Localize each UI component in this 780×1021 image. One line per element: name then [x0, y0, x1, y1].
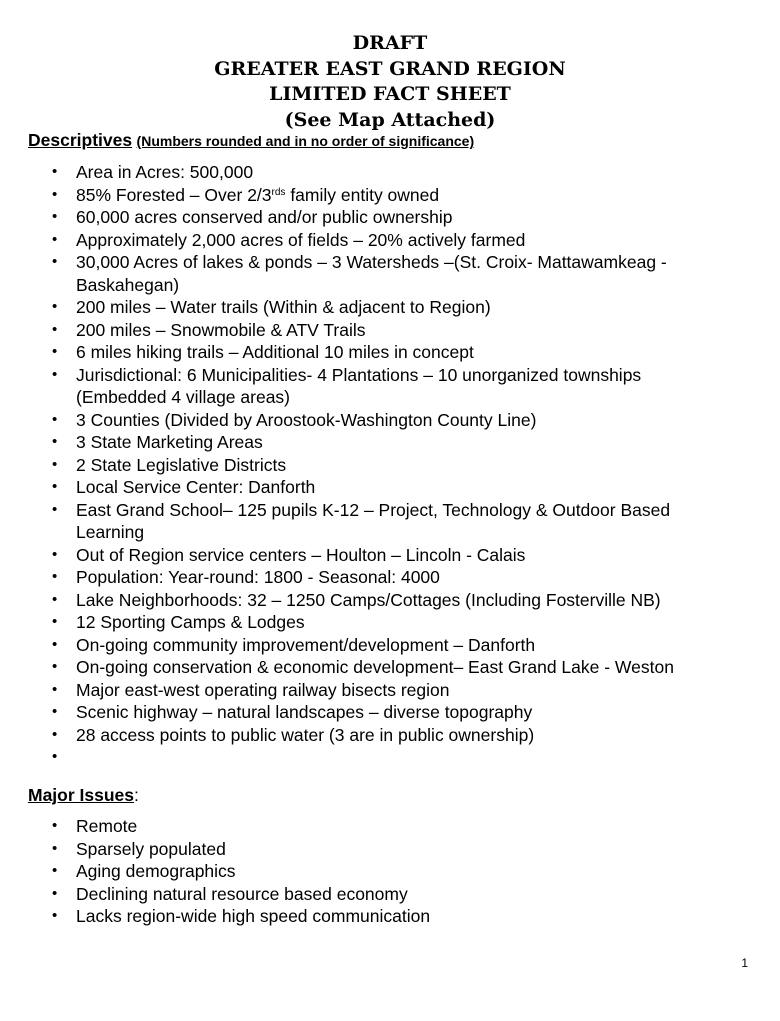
descriptives-subheading: (Numbers rounded and in no order of significance) — [136, 133, 475, 149]
bullet-icon: • — [52, 298, 58, 315]
bullet-icon: • — [52, 545, 58, 563]
bullet-icon: • — [52, 230, 58, 248]
bullet-icon: • — [52, 590, 58, 608]
superscript-rds: rds — [271, 186, 286, 198]
list-item — [0, 161, 716, 184]
list-item-text: Approximately 2,000 acres of fields – 20% actively farmed — [76, 229, 526, 250]
list-item-text: Declining natural resource based economy — [76, 883, 408, 904]
bullet-icon: • — [52, 613, 58, 630]
bullet-icon: • — [52, 500, 58, 518]
bullet-icon: • — [52, 817, 58, 834]
list-item — [0, 724, 716, 747]
bullet-icon: • — [52, 907, 58, 924]
bullet-icon: • — [52, 410, 58, 428]
list-item-text: 28 access points to public water (3 are in public ownership) — [76, 724, 535, 745]
document-title — [0, 31, 780, 133]
bullet-icon: • — [52, 343, 58, 360]
list-item-text: 85% Forested – Over 2/3 — [76, 184, 272, 205]
list-item-text: Area in Acres: 500,000 — [76, 162, 254, 182]
descriptives-heading-label: Descriptives — [28, 130, 133, 150]
list-item-text: Out of Region service centers – Houlton – Lincoln - Calais — [76, 544, 526, 565]
list-item — [0, 634, 716, 657]
list-item-text: Aging demographics — [76, 861, 236, 881]
bullet-icon: • — [52, 725, 58, 743]
bullet-icon: • — [52, 478, 58, 495]
list-item — [0, 611, 716, 634]
bullet-icon: • — [52, 365, 58, 383]
list-item — [0, 206, 716, 229]
bullet-icon: • — [52, 320, 58, 338]
list-item — [0, 838, 716, 861]
bullet-icon: • — [52, 635, 58, 653]
list-item-text: 6 miles hiking trails – Additional 10 miles in concept — [76, 342, 474, 362]
list-item-text: 30,000 Acres of lakes & ponds – 3 Watersheds –(St. Croix- Mattawamkeag - Baskahegan) — [76, 252, 667, 295]
list-item — [0, 860, 716, 883]
list-item-text: 200 miles – Snowmobile & ATV Trails — [76, 319, 366, 340]
list-item — [0, 815, 716, 838]
major-issues-list — [0, 815, 716, 928]
list-item-text: Jurisdictional: 6 Municipalities- 4 Plantations – 10 unorganized townships (Embedded 4 village areas) — [76, 364, 642, 407]
major-issues-heading — [28, 785, 139, 806]
bullet-icon: • — [52, 884, 58, 902]
descriptives-list — [0, 161, 716, 765]
bullet-icon: • — [52, 658, 58, 675]
list-item — [0, 656, 716, 679]
list-item-text: Major east-west operating railway bisects region — [76, 679, 450, 700]
bullet-icon: • — [52, 253, 58, 270]
list-item — [0, 364, 716, 409]
list-item — [0, 589, 716, 612]
bullet-icon: • — [52, 703, 58, 720]
list-item-text: 3 Counties (Divided by Aroostook-Washington County Line) — [76, 409, 537, 430]
bullet-icon: • — [52, 208, 58, 225]
list-item-text: Scenic highway – natural landscapes – diverse topography — [76, 702, 533, 722]
list-item — [0, 905, 716, 928]
major-issues-colon: : — [134, 785, 139, 805]
bullet-icon: • — [52, 748, 58, 765]
list-item — [0, 229, 716, 252]
list-item — [0, 431, 716, 454]
list-item-text: On-going community improvement/development – Danforth — [76, 634, 536, 655]
list-item — [0, 454, 716, 477]
bullet-icon: • — [52, 839, 58, 857]
list-item — [0, 319, 716, 342]
list-item — [0, 341, 716, 364]
list-item — [0, 544, 716, 567]
list-item-text: 200 miles – Water trails (Within & adjacent to Region) — [76, 297, 491, 317]
descriptives-heading — [28, 130, 474, 151]
major-issues-heading-label: Major Issues — [28, 785, 135, 805]
title-map-note: (See Map Attached) — [284, 108, 496, 131]
list-item — [0, 701, 716, 724]
bullet-icon: • — [52, 185, 58, 203]
list-item — [0, 883, 716, 906]
list-item-text: On-going conservation & economic development– East Grand Lake - Weston — [76, 657, 674, 677]
page-number: 1 — [741, 956, 748, 970]
list-item-text: Lake Neighborhoods: 32 – 1250 Camps/Cottages (Including Fosterville NB) — [76, 589, 661, 610]
list-item-text: Sparsely populated — [76, 838, 226, 859]
list-item-text: 2 State Legislative Districts — [76, 454, 287, 475]
list-item — [0, 499, 716, 544]
list-item-text: Lacks region-wide high speed communication — [76, 906, 431, 926]
list-item-text: Remote — [76, 816, 138, 836]
list-item — [0, 184, 716, 207]
list-item-text-cont: family entity owned — [290, 184, 440, 205]
list-item-text: 60,000 acres conserved and/or public ownership — [76, 207, 453, 227]
bullet-icon: • — [52, 862, 58, 879]
bullet-icon: • — [52, 680, 58, 698]
list-item-text: 3 State Marketing Areas — [76, 432, 263, 452]
bullet-icon: • — [52, 163, 58, 180]
list-item — [0, 409, 716, 432]
title-draft: DRAFT — [352, 32, 428, 54]
list-item — [0, 566, 716, 589]
list-item-text: East Grand School– 125 pupils K-12 – Project, Technology & Outdoor Based Learning — [76, 499, 671, 542]
bullet-icon: • — [52, 455, 58, 473]
list-item — [0, 679, 716, 702]
list-item-text: 12 Sporting Camps & Lodges — [76, 612, 305, 632]
title-fact-sheet: LIMITED FACT SHEET — [269, 83, 511, 105]
bullet-icon: • — [52, 568, 58, 585]
list-item — [0, 251, 716, 296]
list-item — [0, 476, 716, 499]
bullet-icon: • — [52, 433, 58, 450]
list-item — [0, 296, 716, 319]
title-region: GREATER EAST GRAND REGION — [214, 57, 566, 80]
list-item-text: Local Service Center: Danforth — [76, 477, 316, 497]
list-item-text: Population: Year-round: 1800 - Seasonal: 4000 — [76, 567, 440, 587]
